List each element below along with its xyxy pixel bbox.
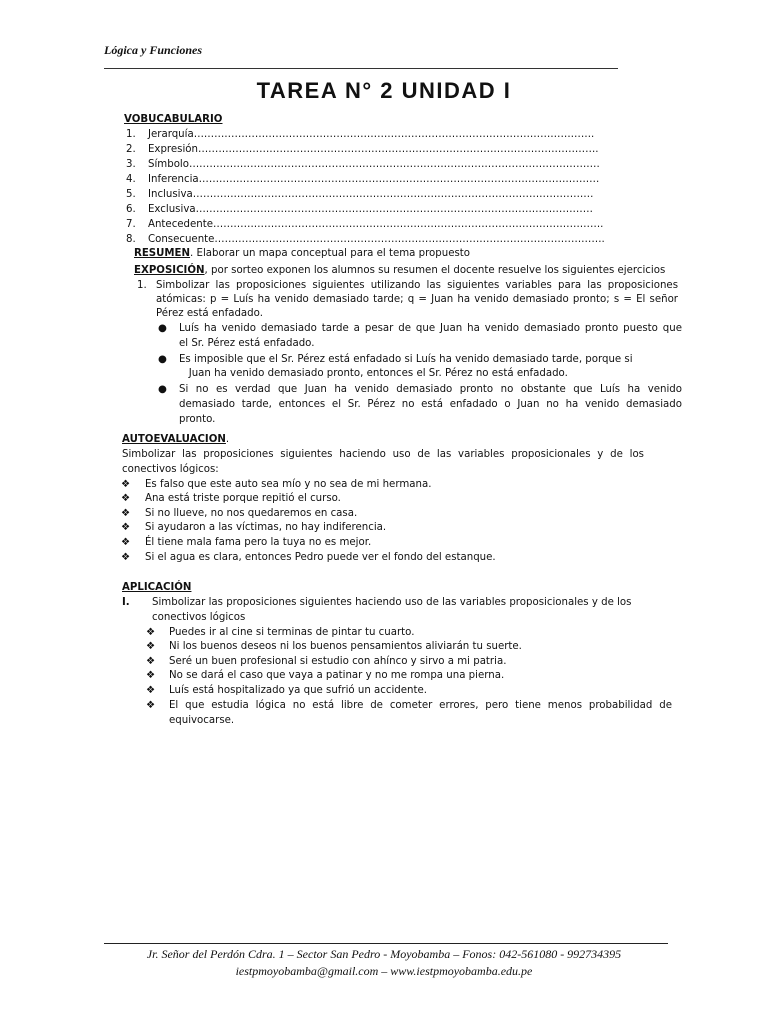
- autoevaluacion-intro: conectivos lógicos:: [122, 464, 219, 475]
- exposicion-label: EXPOSICIÓN: [134, 265, 205, 276]
- diamond-bullet-icon: ❖: [146, 685, 156, 696]
- resumen-text: . Elaborar un mapa conceptual para el tema propuesto: [190, 248, 471, 259]
- vocabulary-item: Inferencia……………………………………………………………………………………………………….: [148, 174, 600, 185]
- round-bullet-icon: ●: [158, 354, 167, 365]
- vocabulary-item: Exclusiva………………………………………………………………………………………………………: [148, 204, 593, 215]
- aplicacion-item: No se dará el caso que vaya a patinar y no me rompa una pierna.: [169, 670, 505, 681]
- diamond-bullet-icon: ❖: [146, 656, 156, 667]
- exposicion-paragraph: [134, 264, 665, 279]
- exposicion-text: , por sorteo exponen los alumnos su resumen el docente resuelve los siguientes ejercicios: [204, 265, 666, 276]
- round-bullet-icon: ●: [158, 323, 167, 334]
- aplicacion-item: Seré un buen profesional si estudio con ahínco y sirvo a mi patria.: [169, 656, 507, 667]
- footer-contact: iestpmoyobamba@gmail.com – www.iestpmoyobamba.edu.pe: [235, 964, 533, 978]
- exercise-bullet-text: Si no es verdad que Juan ha venido demasiado pronto no obstante que Luís ha venido: [179, 384, 682, 395]
- diamond-bullet-icon: ❖: [146, 641, 156, 652]
- autoevaluacion-label: AUTOEVALUACION: [122, 434, 226, 445]
- vocabulary-item-number: 7.: [126, 219, 136, 230]
- autoevaluacion-item: Si no llueve, no nos quedaremos en casa.: [145, 508, 358, 519]
- footer-divider: [104, 943, 668, 944]
- diamond-bullet-icon: ❖: [121, 479, 131, 490]
- resumen-label: RESUMEN: [134, 248, 191, 259]
- vocabulary-item-number: 8.: [126, 234, 136, 245]
- diamond-bullet-icon: ❖: [121, 552, 131, 563]
- exposicion-item-text: atómicas: p = Luís ha venido demasiado tarde; q = Juan ha venido demasiado pronto; s = El señor: [156, 294, 678, 305]
- aplicacion-item: Puedes ir al cine si terminas de pintar tu cuarto.: [169, 627, 415, 638]
- aplicacion-item: Ni los buenos deseos ni los buenos pensamientos aliviarán tu suerte.: [169, 641, 522, 652]
- vocabulary-item: Jerarquía……………………………………………………………………………………………………….: [148, 129, 595, 140]
- aplicacion-item: El que estudia lógica no está libre de cometer errores, pero tiene menos probabilidad de: [169, 700, 672, 711]
- vocabulary-item: Símbolo………………………………………………………………………………………………………….: [148, 159, 600, 170]
- autoevaluacion-heading: [122, 433, 229, 448]
- exercise-bullet-text: Luís ha venido demasiado tarde a pesar de que Juan ha venido demasiado pronto puesto que: [179, 323, 682, 334]
- exercise-bullet-text: Es imposible que el Sr. Pérez está enfadado si Luís ha venido demasiado tarde, porque si: [179, 354, 633, 365]
- exposicion-item-text: Simbolizar las proposiciones siguientes utilizando las siguientes variables para las proposiciones: [156, 280, 678, 291]
- autoevaluacion-item: Ana está triste porque repitió el curso.: [145, 493, 341, 504]
- vocabulary-item-number: 2.: [126, 144, 136, 155]
- document-title: TAREA N° 2 UNIDAD I: [256, 78, 512, 103]
- autoevaluacion-item: Si el agua es clara, entonces Pedro puede ver el fondo del estanque.: [145, 552, 496, 563]
- autoevaluacion-intro: Simbolizar las proposiciones siguientes haciendo uso de las variables proposicionales y de los: [122, 449, 644, 460]
- diamond-bullet-icon: ❖: [121, 508, 131, 519]
- diamond-bullet-icon: ❖: [146, 627, 156, 638]
- vocabulary-item: Antecedente…………………………………………………………………………………………………….: [148, 219, 604, 230]
- resumen-paragraph: [134, 247, 470, 262]
- round-bullet-icon: ●: [158, 384, 167, 395]
- autoevaluacion-item: Él tiene mala fama pero la tuya no es mejor.: [145, 537, 372, 548]
- diamond-bullet-icon: ❖: [121, 493, 131, 504]
- exercise-bullet-text: pronto.: [179, 414, 216, 425]
- vocabulary-item: Consecuente…………………………………………………………………………………………………….: [148, 234, 605, 245]
- vocabulary-item-number: 4.: [126, 174, 136, 185]
- diamond-bullet-icon: ❖: [121, 537, 131, 548]
- header-divider: [104, 68, 618, 69]
- diamond-bullet-icon: ❖: [121, 522, 131, 533]
- exercise-bullet-text: el Sr. Pérez está enfadado.: [179, 338, 315, 349]
- aplicacion-roman-number: I.: [122, 597, 130, 608]
- vocabulary-item: Inclusiva……………………………………………………………………………………………………….: [148, 189, 594, 200]
- header-title: Lógica y Funciones: [104, 43, 202, 57]
- aplicacion-intro: conectivos lógicos: [152, 612, 246, 623]
- vocabulary-item: Expresión……………………………………………………………………………………………………….: [148, 144, 599, 155]
- diamond-bullet-icon: ❖: [146, 670, 156, 681]
- exercise-bullet-text: Juan ha venido demasiado pronto, entonces el Sr. Pérez no está enfadado.: [179, 368, 568, 379]
- aplicacion-item: Luís está hospitalizado ya que sufrió un accidente.: [169, 685, 428, 696]
- autoevaluacion-item: Si ayudaron a las víctimas, no hay indiferencia.: [145, 522, 387, 533]
- aplicacion-item: equivocarse.: [169, 715, 235, 726]
- aplicacion-intro: Simbolizar las proposiciones siguientes haciendo uso de las variables proposicionales y de los: [152, 597, 632, 608]
- exercise-bullet-text: demasiado tarde, entonces el Sr. Pérez no está enfadado o Juan no ha venido demasiado: [179, 399, 682, 410]
- diamond-bullet-icon: ❖: [146, 700, 156, 711]
- vocabulary-item-number: 3.: [126, 159, 136, 170]
- aplicacion-heading: APLICACIÓN: [122, 582, 192, 593]
- vocabulary-heading: VOBUCABULARIO: [124, 114, 223, 125]
- vocabulary-item-number: 1.: [126, 129, 136, 140]
- exposicion-item-number: 1.: [137, 280, 147, 291]
- footer-address: Jr. Señor del Perdón Cdra. 1 – Sector San Pedro - Moyobamba – Fonos: 042-561080 - 992734395: [146, 947, 622, 961]
- autoevaluacion-suffix: .: [225, 434, 230, 445]
- vocabulary-item-number: 5.: [126, 189, 136, 200]
- exposicion-item-text: Pérez está enfadado.: [156, 308, 263, 319]
- autoevaluacion-item: Es falso que este auto sea mío y no sea de mi hermana.: [145, 479, 432, 490]
- vocabulary-item-number: 6.: [126, 204, 136, 215]
